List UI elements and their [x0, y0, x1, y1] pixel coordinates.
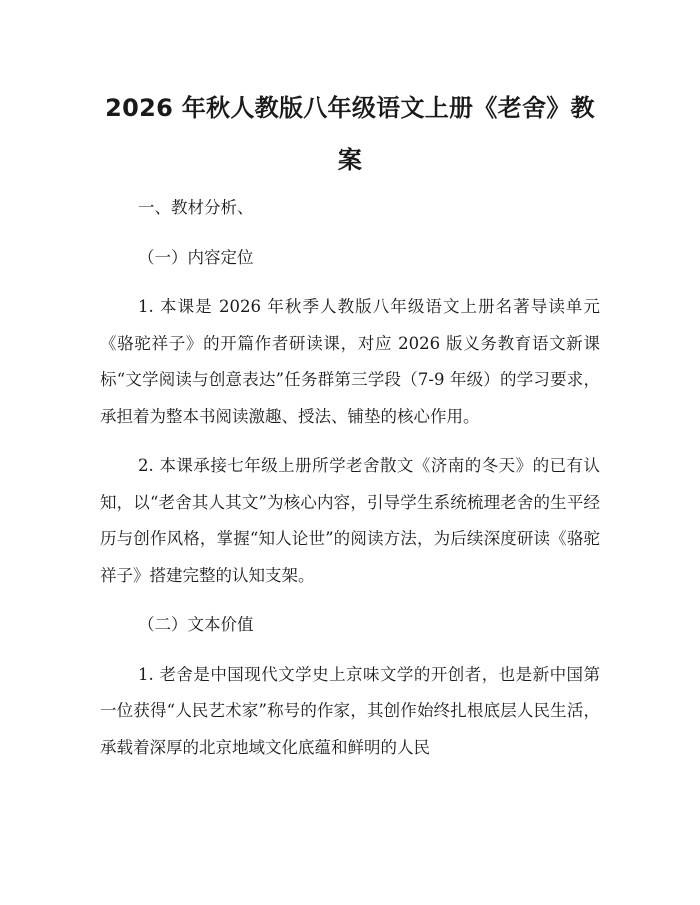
paragraph: 1. 本课是 2026 年秋季人教版八年级语文上册名著导读单元《骆驼祥子》的开篇作者研读课，对应 2026 版义务教育语文新课标“文学阅读与创意表达”任务群第三学段（7-9 年级）的学习要求，承担着为整本书阅读激趣、授法、铺垫的核心作用。: [100, 297, 600, 426]
paragraph: 2. 本课承接七年级上册所学老舍散文《济南的冬天》的已有认知，以“老舍其人其文”为核心内容，引导学生系统梳理老舍的生平经历与创作风格，掌握“知人论世”的阅读方法，为后续深度研读《骆驼祥子》搭建完整的认知支架。: [100, 456, 600, 585]
paragraph: 1. 老舍是中国现代文学史上京味文学的开创者，也是新中国第一位获得“人民艺术家”称号的作家，其创作始终扎根底层人民生活，承载着深厚的北京地域文化底蕴和鲜明的人民: [100, 664, 600, 757]
document-title: 2026 年秋人教版八年级语文上册《老舍》教案: [105, 94, 595, 174]
section-heading-textbook-analysis: 一、教材分析、: [138, 198, 254, 217]
subsection-heading-text-value: （二）文本价值: [138, 615, 254, 634]
subsection-heading-content-positioning: （一）内容定位: [138, 247, 254, 267]
document-body: [100, 190, 600, 779]
